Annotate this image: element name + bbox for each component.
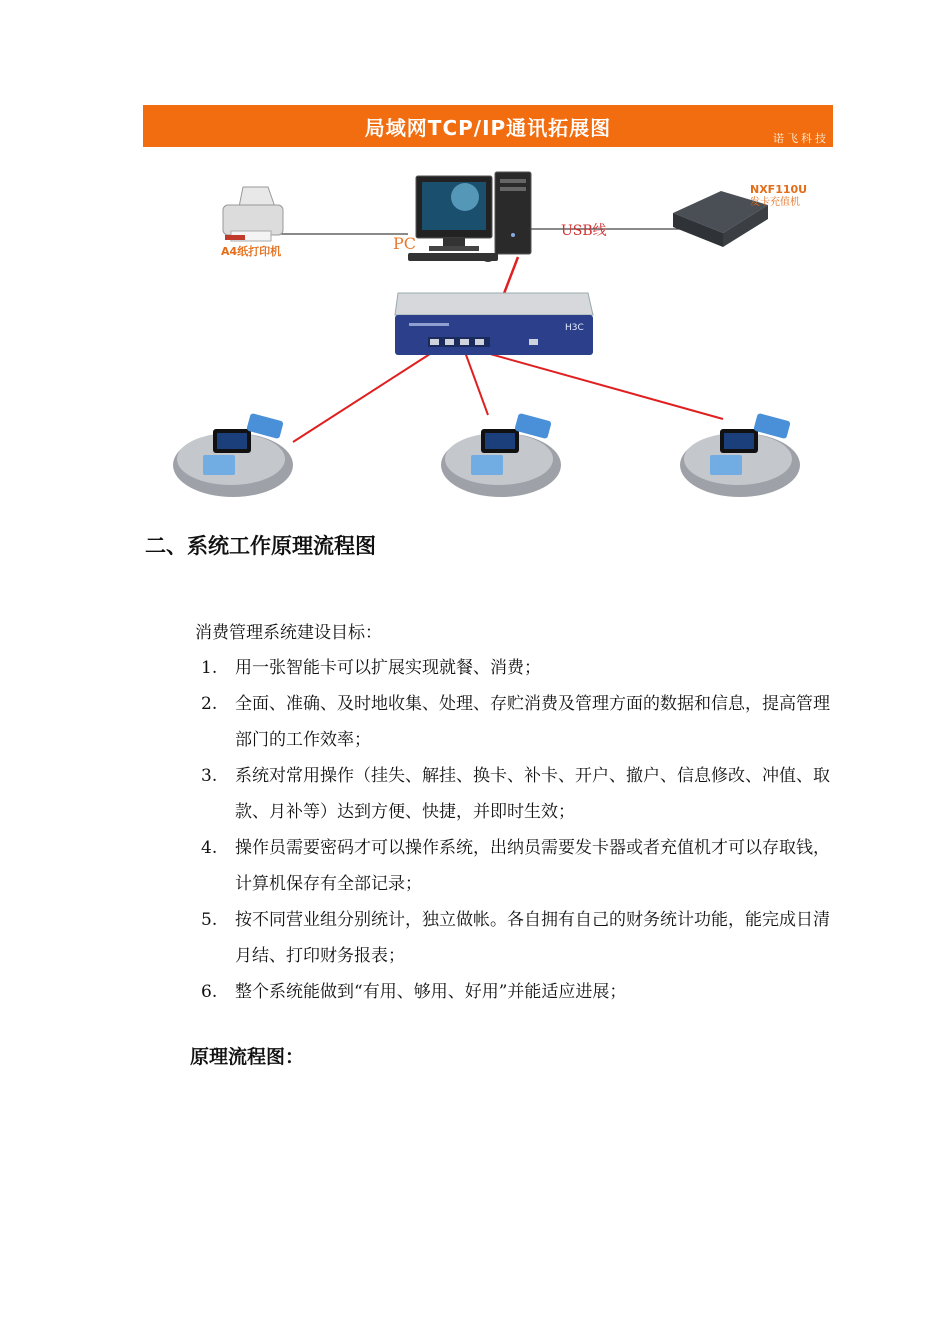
diagram-banner — [143, 105, 833, 147]
pos-terminal-icon-middle — [441, 413, 561, 497]
goal-number: 6. — [201, 982, 218, 1002]
list-item — [195, 650, 835, 686]
brand-label: 诺飞科技 — [773, 132, 829, 145]
usb-label: USB线 — [561, 223, 607, 239]
section-heading: 二、系统工作原理流程图 — [145, 534, 376, 558]
list-item — [195, 758, 835, 830]
goal-number: 4. — [201, 838, 218, 858]
list-item — [195, 974, 835, 1010]
list-item — [195, 830, 835, 902]
goal-text: 用一张智能卡可以扩展实现就餐、消费； — [235, 658, 541, 678]
pos-terminal-icon-left — [173, 413, 293, 497]
goal-text: 操作员需要密码才可以操作系统，出纳员需要发卡器或者充值机才可以存取钱，计算机保存有全部记录； — [235, 838, 830, 894]
terminal-cable-middle — [465, 352, 488, 415]
intro-text: 消费管理系统建设目标： — [195, 623, 382, 643]
terminal-cable-left — [293, 352, 433, 442]
diagram-title: 局域网TCP/IP通讯拓展图 — [364, 116, 612, 140]
goal-text: 系统对常用操作（挂失、解挂、换卡、补卡、开户、撤户、信息修改、冲值、取款、月补等）达到方便、快捷，并即时生效； — [235, 766, 830, 822]
list-item — [195, 902, 835, 974]
printer-icon — [223, 187, 283, 241]
switch-icon — [395, 293, 593, 355]
goal-text: 全面、准确、及时地收集、处理、存贮消费及管理方面的数据和信息，提高管理部门的工作效率； — [235, 694, 830, 750]
switch-brand-label: H3C — [565, 323, 584, 333]
printer-label: A4纸打印机 — [221, 245, 282, 258]
terminal-cable-right — [483, 352, 723, 419]
pc-icon — [408, 172, 531, 262]
pos-terminal-icon-right — [680, 413, 800, 497]
goal-number: 3. — [201, 766, 218, 786]
pc-label: PC — [393, 234, 417, 253]
goal-text: 按不同营业组分别统计，独立做帐。各自拥有自己的财务统计功能，能完成日清月结、打印财务报表； — [235, 910, 830, 966]
goals-list — [195, 650, 835, 1010]
network-topology-diagram — [143, 147, 833, 507]
goal-number: 2. — [201, 694, 218, 714]
goal-number: 5. — [201, 910, 218, 930]
reader-model-label: NXF110U — [750, 183, 808, 196]
goal-text: 整个系统能做到“有用、够用、好用”并能适应进展； — [235, 982, 627, 1002]
reader-name-label: 发卡充值机 — [750, 197, 800, 208]
list-item — [195, 686, 835, 758]
goal-number: 1. — [201, 658, 218, 678]
flow-chart-heading: 原理流程图： — [190, 1046, 305, 1068]
